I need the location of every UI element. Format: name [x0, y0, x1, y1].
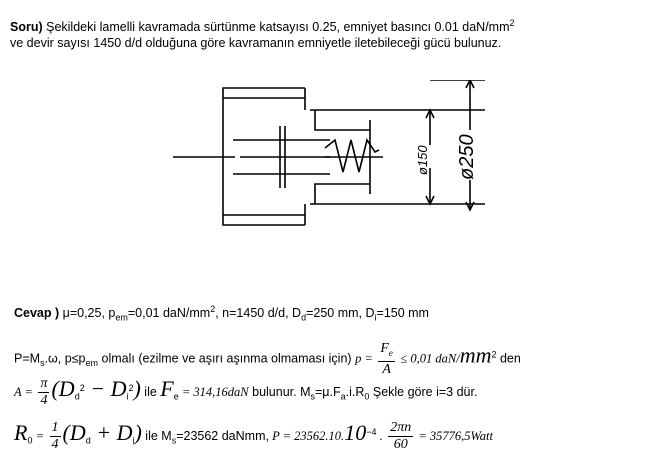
radius-mid: + D [90, 420, 133, 445]
pressure-eq-lhs: p = [355, 351, 373, 366]
power-ten: 10 [344, 420, 367, 445]
pressure-fraction [378, 341, 395, 378]
answer-line-2 [14, 341, 521, 378]
question-line1: Şekildeki lamelli kavramada sürtünme katsayısı 0.25, emniyet basıncı 0.01 daN/mm [42, 20, 510, 35]
dim-large-label: ø250 [456, 134, 478, 180]
ms-text: ile M [141, 429, 172, 443]
power-result: = 35776,5Watt [415, 429, 493, 443]
clutch-drawing [165, 80, 505, 265]
answer-line-4 [14, 420, 493, 453]
question-sup: 2 [509, 18, 515, 28]
bulunur-text: bulunur. M [248, 385, 311, 399]
power-formula: P=M [14, 351, 41, 366]
pressure-unit: mm [459, 342, 492, 368]
pi-num: π [40, 376, 48, 392]
radius-sub-d: d [85, 435, 91, 446]
moment-text-2: .i.R [345, 385, 365, 399]
given-sub-d: d [301, 312, 307, 323]
radius-sub-i: i [132, 435, 135, 446]
ms-sub: s [310, 391, 315, 402]
question-label: Soru) [10, 20, 43, 35]
power-formula-sub: s [40, 358, 45, 369]
given-text: μ=0,25, p [59, 306, 116, 321]
area-sub-d: d [74, 391, 80, 402]
force-value: = 314,16daN [178, 385, 249, 399]
frac-num-sub: e [388, 347, 393, 358]
pressure-condition: .ω, p≤p [44, 351, 86, 366]
given-sub-i: i [374, 312, 377, 323]
frac-num: F [380, 341, 389, 356]
dim-small-label: ø150 [415, 145, 430, 175]
omega-num: 2πn [390, 420, 412, 436]
given-sup: 2 [210, 304, 216, 314]
answer-line-3: A = $\frac{\pi}{4}$ $(D_d^2 - D_i^2)$ ile $F_e = 314,16daN$ bulunur. $M_s=\mu.F_a.i.R_0$ Şekle göre i=3 dür. [14, 376, 478, 409]
omega-fraction [388, 420, 413, 453]
question-line2: ve devir sayısı 1450 d/d olduğuna göre kavramanın emniyetle iletebileceği gücü bulunuz. [10, 36, 502, 51]
quarter-num: 1 [51, 420, 59, 436]
given-sub: em [115, 312, 128, 323]
ile-text: ile [140, 385, 161, 399]
ms-value: =23562 daNmm, [176, 429, 269, 443]
power-exp: −4 [366, 426, 377, 437]
pressure-unit-sup: 2 [491, 349, 497, 360]
ms-text-sub: s [171, 435, 177, 446]
line2-end: den [496, 351, 521, 366]
question-text [10, 15, 650, 51]
force-symbol: F [160, 376, 174, 401]
power-dot: . [376, 429, 383, 443]
fa-sub: a [340, 391, 346, 402]
area-sub-i: i [126, 391, 129, 402]
radius-paren: (D [62, 420, 86, 445]
quarter-fraction [50, 420, 61, 453]
given-text-5: =150 mm [376, 306, 429, 321]
i-equals-text: Şekle göre i=3 dür. [369, 385, 478, 399]
area-paren-end: ) [133, 376, 141, 401]
moment-text: =μ.F [314, 385, 341, 399]
pi-den: 4 [40, 393, 48, 409]
area-mid: − D [84, 376, 127, 401]
radius-eq: = [32, 429, 45, 443]
pressure-condition-sub: em [85, 358, 99, 369]
given-text-3: , n=1450 d/d, D [215, 306, 302, 321]
area-lhs: A = [14, 385, 33, 399]
frac-den: A [382, 361, 391, 377]
answer-given [14, 304, 429, 323]
pi-fraction [38, 376, 49, 409]
given-text-4: =250 mm, D [306, 306, 375, 321]
condition-note: olmalı (ezilme ve aşırı aşınma olmaması için) [98, 351, 352, 366]
radius-symbol: R [14, 420, 28, 445]
force-sub: e [173, 391, 179, 402]
power-eq: P = 23562.10. [268, 429, 345, 443]
given-text-2: =0,01 daN/mm [127, 306, 211, 321]
area-paren: (D [51, 376, 75, 401]
r0-sub: 0 [364, 391, 370, 402]
clutch-figure [165, 80, 505, 260]
radius-paren-end: ) [134, 420, 142, 445]
quarter-den: 4 [51, 437, 59, 453]
omega-den: 60 [393, 437, 408, 453]
answer-label: Cevap ) [14, 306, 60, 321]
radius-sub: 0 [27, 435, 33, 446]
pressure-eq-rhs: ≤ 0,01 daN/ [400, 351, 460, 366]
